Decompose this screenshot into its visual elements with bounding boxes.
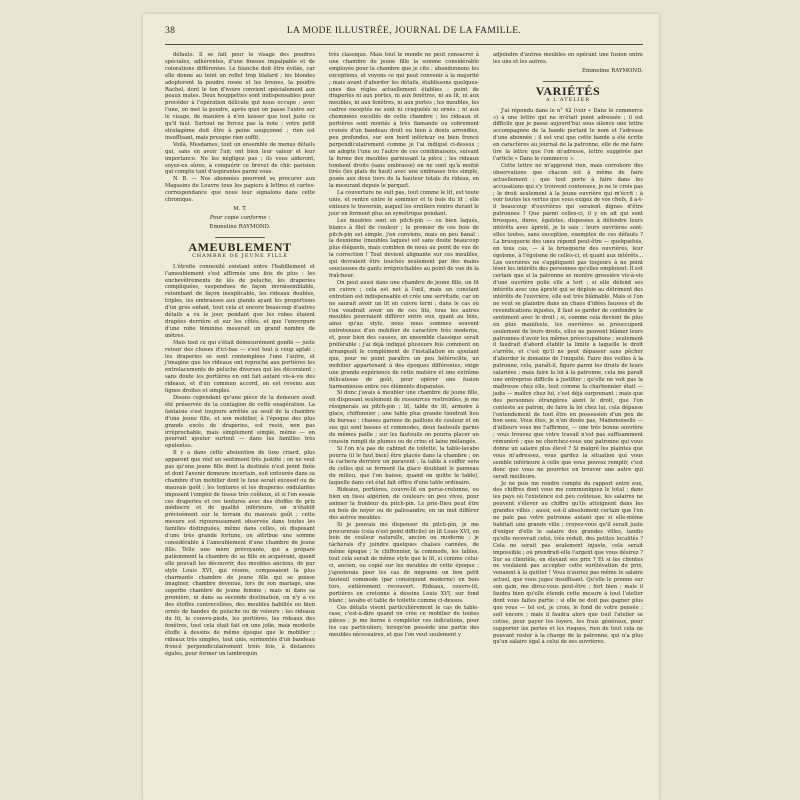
paragraph: On peut aussi dans une chambre de jeune fille, un lit en cuivre ; cela est net à l'œil, mais un constant entretien est indispensable et crée une servitude, car on ne saurait avoir un lit en cuivre terni ; dans le cas où l'on voudrait avoir un de ces lits, tous les autres meubles pourraient différer entre eux, quant au bois, ainsi qu'au style, nous nous sommes souvent entretenues d'un mobilier de caractère très moderne, et, pour bien des causes, un ensemble classique serait préférable ; j'ai déjà indiqué plusieurs fois comment on arrangeait le complément de l'installation en ajoutant que, pour ne point paraître un peu hétéroclite, un mobilier appartenant à des époques différentes, exige une grande expérience de cette matière et une extrême délicatesse de goût, pour opérer une fusion harmonieuse entre ces éléments disparates.	[329, 279, 479, 390]
column-2	[329, 52, 479, 639]
signature-name: Emmeline RAYMOND.	[582, 67, 643, 74]
paragraph: La couverture ne suit pas, tout comme le lit, est toute unie, et rentre entre le sommier et le bois du lit ; elle entoure le traversin, auquel les oreillers rentre durant le jour en forment plus un symétrique pendant.	[329, 190, 479, 217]
paragraph: Mais tout ce qui s'était démesurément gonflé — juste retour des choses d'ici-bas — s'est tout à coup aplati ; les draperies se sont contemplées l'une l'autre, et j'imagine que les rideaux ont reproché aux portières les entrelacements de peluche diverses qui les décoraient ; sans doute les portières en ont fait autant vis-à-vis des rideaux, et d'un commun accord, on est revenu aux lignes droites et simples.	[165, 339, 315, 395]
column-1	[165, 52, 315, 657]
journal-title: LA MODE ILLUSTRÉE, JOURNAL DE LA FAMILLE.	[286, 26, 522, 36]
divider	[215, 237, 265, 238]
paragraph: N. B. — Nos abonnées pourront se procurer aux Magasins du Louvre tous les papiers à lettres et cartes-correspondance que nous leur signalons dans cette chronique.	[165, 176, 315, 204]
paragraph: Voilà, Mesdames, tout un ensemble de menus détails qui, sans en avoir l'air, ont bien leur valeur et leur importance. Ne les négligez pas ; ils vous aideront, soyez-en sûres, à conquérir ce brevet de chic parisien qui compte tant d'aspirantes parmi vous.	[165, 141, 315, 176]
paragraph: L'étroite connexité existant entre l'habillement et l'ameublement s'est affirmée une fois de plus : les enchevêtrements de lés de peluche, les draperies compliquées, suspendues de façon invraisemblable, retombant de façon inexplicable, les rideaux doubles, triples, les embrasses aux glands ayant les proportions d'un gros enfant, tout cela et encore beaucoup d'autres détails a vu le jour, pendant que les robes étaient drapées derrière et sur les côtés, et que l'envergure d'une robe féminine mesurait un grand nombre de mètres.	[165, 263, 315, 339]
section-subtitle: A L'ATELIER	[546, 96, 590, 103]
signature-note: Pour copie conforme :	[209, 214, 271, 221]
section-title: AMEUBLEMENT	[188, 239, 292, 254]
paragraph: J'ai répondu dans le n° 42 (voir « Dans le commerce ») à une lettre qui ne m'était point adressée ; il est difficile que je passe aujourd'hui sous silence une lettre accompagnée de la bande portant le nom et l'adresse d'une abonnée ; il est vrai que cette bande a été écrite en caractères au journal de la patronne, elle de me faire lire la lettre que l'on m'adresse, lettre suggérée par l'article « Dans le commerce ».	[493, 107, 643, 162]
section-subtitle: CHAMBRE DE JEUNE FILLE	[191, 252, 289, 259]
signature-name: Emmeline RAYMOND.	[209, 223, 271, 230]
paragraph: Les meubles sont en pitch-pin — ou bien laqués, blancs à filet de couleur ; le premier de ces bois de pitch-pin est simple, j'en conviens, mais on peu banal : la deuxième (meubles laqués) est sans doute beaucoup plus élégante, mais combien de nous au point de vue de la correction ! Tout devient alignante sur ces meubles, qui devraient être touchés seulement par des mains soucieuses de gants irréprochables au point de vue de la fraîcheur.	[329, 217, 479, 279]
paragraph: Si l'on n'a pas de cabinet de toilette, la table-lavabo pourra (il le faut bien) être placée dans la chambre ; on la cachera derrière un paravent ; la table à coiffer sera de celles qui se ferment (la glace doublant le panneau du milieu, que l'on baisse, quand on quitte la table), laquelle dans cet état fait office d'une table ordinaire.	[329, 445, 479, 487]
paragraph: Cette lettre ne m'apprend rien, mais corrobore des observations que chacun est à même de faire actuellement ; que tout porte à faire dans les accusations qui s'y trouvent contenues, je ne le crois pas ; le droit seulement à la jeune ouvrière qui m'écrit : à voir toutes les vertus que vous exigez de vos chefs, il a-t-il beaucoup d'ouvrières qui seraient dignes d'être patronnes ? Que parmi celles-ci, il y en ait qui sont brusques, dures, égoïstes, disposées à défendre leurs intérêts avec âpreté, je le sais ; leurs ouvrières sont-elles toutes, sans exception, exemptes de ces défauts ? La brusquerie des unes répond peut-être — quelquefois, en tous cas, — à la brusquerie des ouvrières, leur égoïsme, à l'égoïsme de celles-ci, et quant aux intérêts... Les ouvrières ne s'appliquent pas toujours à ne point léser les intérêts des personnes qu'elles emploient. Il est certain que si la patronne se montre grossière vis-à-vis d'une ouvrière polie elle a tort ; si elle défend ses intérêts avec une âpreté qui se déploie au détriment des intérêts de l'ouvrière, elle est très blâmable. Mais si l'on ne veut se plaindre dans un chaos d'idées fausses et de revendications injustes, il faut se garder de confondre le sentiment avec le droit ; si, comme cela devient de plus en plus manifeste, les ouvrières se préoccupent seulement de leurs droits, elles ne peuvent blâmer leurs patronnes d'avoir les mêmes préoccupations ; seulement il faudrait d'abord établir la limite à laquelle le droit s'arrête, et c'est qu'il ne peut dépasser sans pêcher d'aborder le domaine de l'iniquité. Faire des veilles à la patronne, cela, paraît-il, figure parmi les droits de leurs salariées ; mais faire la loi à la patronne, cela me paraît une entreprise difficile à justifier ; qu'elle ne voit pas la maîtresse chez elle, tout comme la charbonnier était — jadis — maître chez lui, c'est déjà surprenant ; mais que des personnes étrangères aient le droit, que l'on conteste au patron, de faire la loi chez lui, cela dépasse l'entendement de tout être en possession d'un peu de bon sens. Vous êtes, je n'en doute pas, Mademoiselle — d'ailleurs vous me l'affirmez, — une très bonne ouvrière ; vous trouvez que votre travail n'est pas suffisamment rémunéré ; que ne cherchez-vous une patronne qui vous donne un salaire plus élevé ? Si malgré les plaintes que vous m'adressez, vous gardez la situation qui vous semble inférieure à celle que vous pouvez remplir, c'est donc que vous ne pourriez en trouver une autre qui serait meilleure.	[493, 162, 643, 480]
paragraph: Si je pouvais me dispenser du pitch-pin, je me procurerais (cela n'est point difficile) un lit Louis XVI, en bois de couleur naturelle, ancien ou moderne ; je tâcherais d'y joindre quelques chaises cannées, de même époque ; le chiffonnier, la commode, les tables, tout cela serait de même style que le lit, si comme celui-ci, ancien, ou copié sur les meubles de cette époque ; j'ajouterais pour les cas de migraine un bon petit fauteuil commode (par conséquent moderne) en bois tors, entièrement recouvert. Rideaux, couvre-lit, portières en cretonne à dessins Louis XVI, sur fond blanc ; lavabo et table de toilette comme ci-dessus.	[329, 521, 479, 604]
newspaper-page	[143, 14, 659, 800]
page-header	[165, 22, 643, 46]
paragraph: Je ne puis me rendre compte du rapport entre eux, des chiffres dont vous me communiquez le total : dans les pays où l'existence est peu coûteuse, les salaires ne peuvent s'élever au chiffre qu'ils atteignent dans les grandes villes ; aussi, est-il absolument certain que l'on ne pale pas votre patronne autant que si elle-même habitait une grande ville ; croyez-vous qu'il serait juste d'exiger d'elle le salaire des grandes villes, tandis qu'elle recevrait celui, très réduit, des petites localités ? Cela ne serait pas seulement injuste, cela serait impossible ; où prendrait-elle l'argent que vous désirez ? Sur sa clientèle, en élevant ses prix ? Et si les clientes ne voulaient pas accepter cette surélévation de prix, venaient à la quitter ! Vous n'auriez pas même le salaire actuel, que vous jugez insuffisant. Qu'elle le prenne sur son gain, me direz-vous peut-être ; fort bien ; mais il faudra bien qu'elle étende cette mesure à tout l'atelier dont vous faites partie ; si elle ne doit pas gagner plus que vous — tel est, je crois, le fond de votre pensée ; soit encore ; mais il faudra alors que tout l'atelier se cotise, pour payer les loyers, les frais généraux, pour supporter les pertes et les risques, rien de tout cela ne pouvant rester à la charge de la patronne, qui n'a plus qu'un salaire égal à celui de ses ouvrières.	[493, 480, 643, 646]
section-title: VARIÉTÉS	[535, 83, 601, 98]
paragraph: Disons cependant qu'une pièce de la demeure avait été préservée de la contagion de cette exagération. La fantaisie s'est toujours arrêtée au seuil de la chambre d'une jeune fille, et son mobilier, à l'époque des plus grands excès de draperies, est resté, non pas irréprochable, mais simplement simple, même — on pourrait ajouter surtout — dans les familles très opulentes.	[165, 394, 315, 450]
paragraph: Il y a dans cette abstention de luxe criard, plus apparent que réel un sentiment très justifié ; on ne veut pas qu'une jeune fille dont la destinée n'est point fixée et dont l'avenir demeure incertain, soit entourée dans sa chambre d'un mobilier dont le luxe serait excessif ou de mauvais goût ; les tentures et les draperies ondulantes imposent l'emploi de tissus très coûteux, et si l'on essaie ces draperies et ces tentures avec des étoffes de prix médiocre et de qualité inférieure, on n'établit précisément sur le terrain du mauvais goût ; cette mesure est rigoureusement observée dans toutes les familles distinguées, même dans celles, où disposant d'une très grande fortune, on attribue une somme considérable à l'ameublement d'une chambre de jeune fille. Telle une mère prévoyante, qui a préparé patiemment la chambre de sa fille en acquérant, quand elle pouvait les découvrir, des meubles anciens, de pur style Louis XVI, qui réunis, composaient la plus charmante chambre de jeune fille qui se puisse imaginer, chambre devenue, lors de son mariage, une superbe chambre de jeune femme ; mais ni dans sa première, ni dans sa seconde destination, on n'y a vu des étoffes contrecollées, des meubles habillés ou bien ornés de bandes de peluche ou de velours ; les rideaux du lit, le couvre-pieds, les portières, les rideaux des fenêtres, tout cela était fait en une jolie, mais modeste étoffe à dessins de même époque que le mobilier ; rideaux très simples, tout unis, surmontés d'un bandeau froncé perpendiculairement trois fois, à distances égales, pour former un lambrequin	[165, 450, 315, 657]
divider	[543, 81, 593, 82]
paragraph: adjoindre d'autres meubles en opérant une fusion entre les uns et les autres.	[493, 52, 643, 65]
signature-initials: M. T.	[233, 205, 247, 212]
paragraph: Si donc j'avais à meubler une chambre de jeune fille, en disposant seulement de ressources restreintes, je me résignerais au pitch-pin ; lit, table de lit, armoire à glace, chiffonnier ; une table plus grande tiendrait lieu de bureau ; chaises garnies de paillons de couleur et en sus qui sont basses et commodes, deux fauteuils garnis de mêmes paille ; sur les fauteuils on pourra placer un coussin rempli de plumes ou de crins et laine mélangée.	[329, 390, 479, 445]
paragraph: Rideaux, portières, couvre-lit en perse-cretonne, ou bien en tissu algérien, de couleurs un peu vives, pour animer la froideur du pitch-pin. Le prie-Dieu peut être en bois de noyer ou de palissandre, en un mot différer des autres meubles.	[329, 487, 479, 521]
page-number: 38	[165, 26, 176, 36]
paragraph: défauts. Il se fait pour le visage des poudres spéciales, adhérentes, d'une finesse impalpable et de colorations différentes. Le blanche doit être évitée, car elle donne au teint un reflet trop blafard ; les blondes adopteront la poudre rosée et les brunes, la poudre Rachel, dont le ton d'ivoire convient spécialement aux peaux mates. Deux houppettes sont indispensables pour procéder à l'opération délicate qui nous occupe : avec l'une, on met la poudre, après quoi on passe l'autre sur le visage, de manière à n'en laisser que tout juste ce qu'il faut. Surtout ne forcez pas la note ; votre petit stratagème doit être à peine soupçonné ; rien est insuffisant, mais presque rien suffit.	[165, 52, 315, 141]
paragraph: Ces détails visent particulièrement le cas de table-rase, c'est-à-dire quand on crée ce mobilier de toutes pièces ; je me borne à compléter ces indications, pour les cas particuliers, lorsqu'on possède une partie des meubles nécessaires, et que l'on veut seulement y	[329, 604, 479, 639]
column-3	[493, 52, 643, 646]
header-rule	[165, 44, 643, 45]
paragraph: très classique. Mais tout le monde ne peut consacrer à une chambre de jeune fille la somme considérable employée pour la chambre que je cite ; abandonnons les exceptions, et voyons ce qui peut convenir à la majorité ; mais avant d'aborder les détails, établissons quelques-unes des règles actuellement établies : point de draperies ni aux portes, ni aux fenêtres, ni au lit, ni aux meubles, ni aux fenêtres, ni aux portes ; les meubles, les cadres exceptés ne sont ni craquelés ni ornés ; ni aux cheminées excellés de cette chambre ; les rideaux et portières sont montés à très flamande ou sobrement croisés d'un bandeau droit ou bien à dents arrondies, peu profondes, sur son bord inférieur ou bien froncé perpendiculairement comme je l'ai indiqué ci-dessus ; on adopte l'une ou l'autre de ces combinaisons, suivant la forme des meubles garnissant la pièce ; les rideaux tombent droits (sans embrasse) on ne sont qu'à moitié tirés (les plats du haut) avec une embrasse très simple, posée aux deux tiers de la hauteur totale du rideau, en la mesurant depuis le parquet.	[329, 52, 479, 190]
